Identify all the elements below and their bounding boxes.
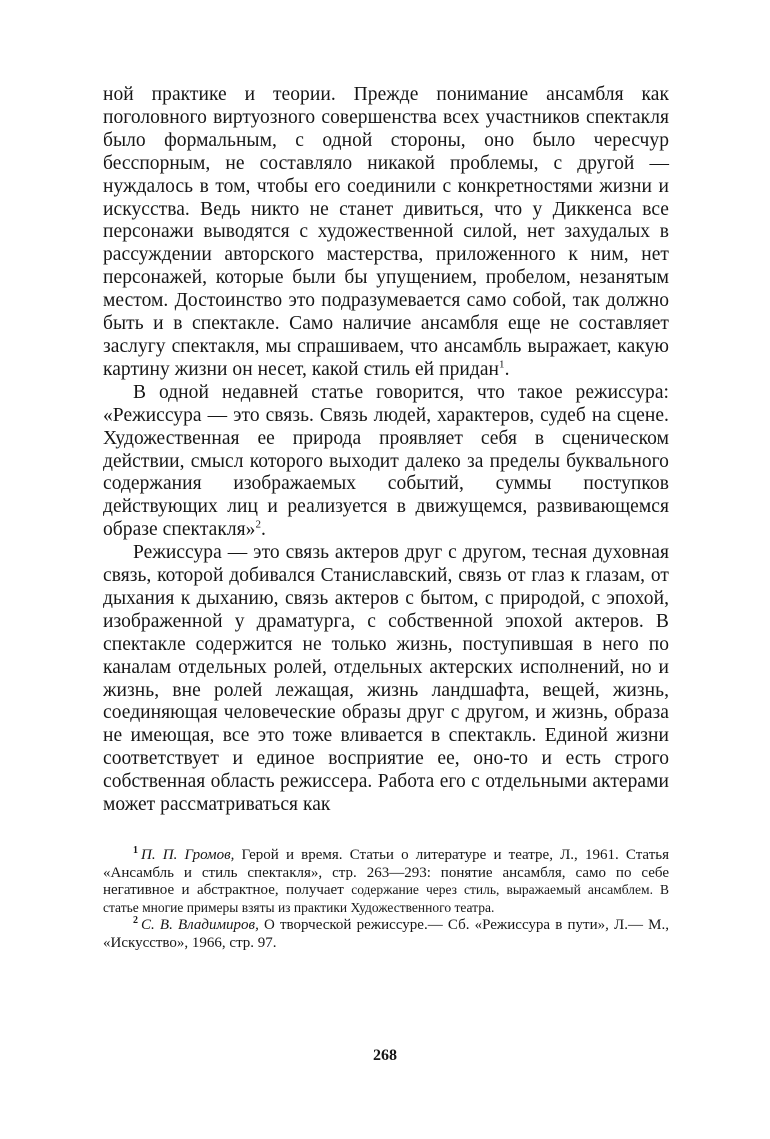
paragraph-2-text: В одной недавней статье говорится, что такое режиссура: «Режиссура — это связь. Связь людей, характеров, судеб на сцене. Художественная ее природа проявляет себя в сценическом действии, смысл которого выходит далеко за пределы буквального содержания изображаемых событий, суммы поступков действующих лиц и реализуется в движущемся, развивающемся образе спектакля»: [103, 381, 669, 541]
footnote-author: С. В. Владимиров,: [141, 917, 259, 934]
paragraph-3-text: Режиссура — это связь актеров друг с другом, тесная духовная связь, которой добивался Станиславский, связь от глаз к глазам, от дыхания к дыханию, связь актеров с бытом, с природой, с эпохой, изображенной у драматурга, с собственной эпохой актеров. В спектакле содержится не только жизнь, поступившая в него по каналам отдельных ролей, отдельных актерских исполнений, но и жизнь, вне ролей лежащая, жизнь ландшафта, вещей, жизнь, соединяющая человеческие образы друг с другом, и жизнь, образа не имеющая, все это тоже вливается в спектакль. Единой жизни соответствует и единое восприятие ее, оно-то и есть строго собственная область режиссера. Работа его с отдельными актерами может рассматриваться как: [103, 542, 669, 816]
footnote-text: О творческой режиссуре.— Сб. «Режиссура в пути», Л.— М., «Искусство», 1966, стр. 97.: [103, 917, 669, 951]
footnote-text: Герой и время. Статьи о литературе и театре, Л., 1961. Статья «Ансамбль и стиль спектакля», стр. 263—293: понятие ансамбля, само по себе негативное и абстрактное, получает: [103, 847, 669, 899]
footnote-author: П. П. Громов,: [141, 847, 235, 863]
paragraph-1: [103, 84, 669, 382]
footnote-ref-1[interactable]: 1: [499, 358, 505, 371]
footnotes: [103, 847, 669, 953]
footnote-number: 2: [133, 915, 138, 927]
footnote-1: [103, 847, 669, 917]
page-number: 268: [373, 1047, 397, 1064]
paragraph-2-end: .: [261, 519, 266, 541]
paragraph-1-end: .: [504, 358, 510, 380]
main-text: [103, 84, 669, 817]
book-page: [103, 84, 669, 953]
paragraph-2: [103, 382, 669, 542]
footnote-text-continued: содержание через стиль, выражаемый ансамблем. В статье многие примеры взяты из практики Художественного театра.: [103, 882, 669, 915]
footnote-ref-2[interactable]: 2: [255, 518, 262, 531]
paragraph-3: [103, 542, 669, 817]
footnote-number: 1: [133, 845, 138, 856]
footnote-2: [103, 917, 669, 952]
paragraph-1-text: ной практике и теории. Прежде понимание ансамбля как поголовного виртуозного совершенства всех участников спектакля было формальным, с одной стороны, оно было чересчур бесспорным, не составляло никакой проблемы, с другой — нуждалось в том, чтобы его соединили с конкретностями жизни и искусства. Ведь никто не станет дивиться, что у Диккенса все персонажи выводятся с художественной силой, нет захудалых в рассуждении авторского мастерства, приложенного к ним, нет персонажей, которые были бы упущением, пробелом, незанятым местом. Достоинство это подразумевается само собой, так должно быть и в спектакле. Само наличие ансамбля еще не составляет заслугу спектакля, мы спрашиваем, что ансамбль выражает, какую картину жизни он несет, какой стиль ей придан: [103, 84, 669, 380]
